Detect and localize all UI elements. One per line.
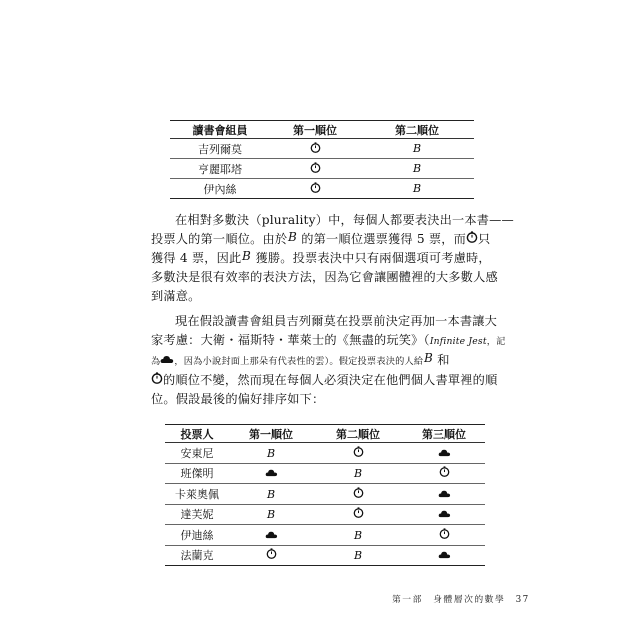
text-line	[151, 351, 487, 371]
col-header-first: 第一順位	[293, 123, 337, 137]
book-club-vote-table	[170, 120, 474, 199]
table-row	[165, 504, 485, 525]
table-row	[170, 139, 474, 159]
timer-icon	[353, 446, 364, 460]
svg-text:B: B	[242, 249, 252, 262]
timer-icon	[353, 507, 364, 521]
b-book-icon	[423, 351, 437, 370]
text-fragment: 獲勝。投票表決中只有兩個選項可考慮時，	[255, 251, 491, 265]
second-choice-cell	[360, 179, 474, 199]
text-line: 在相對多數決（plurality）中，每個人都要表決出一本書——	[175, 213, 514, 227]
second-choice-cell	[313, 443, 403, 464]
b-book-icon: B	[412, 182, 422, 196]
text-fragment: 只	[478, 232, 491, 246]
b-book-icon: B	[266, 487, 276, 501]
member-name: 吉列爾莫	[198, 142, 242, 156]
table-row	[165, 545, 485, 566]
timer-icon	[466, 230, 478, 249]
table-row	[170, 179, 474, 199]
col-header-member: 讀書會組員	[192, 123, 248, 137]
timer-icon	[353, 487, 364, 501]
text-fragment: 的順位不變，然而現在每個人必須決定在他們個人書單裡的順	[163, 373, 498, 387]
text-fragment: 和	[437, 353, 450, 367]
cloud-icon	[265, 529, 278, 542]
timer-icon	[439, 466, 450, 480]
timer-icon	[266, 548, 277, 562]
text-line: 位。假設最後的偏好排序如下：	[151, 392, 325, 406]
first-choice-cell	[229, 545, 313, 566]
cloud-icon	[438, 549, 451, 562]
b-book-icon: B	[412, 162, 422, 176]
text-line	[151, 230, 491, 249]
second-choice-cell	[360, 159, 474, 179]
text-fragment: ，記	[486, 336, 506, 347]
first-choice-cell	[229, 463, 313, 484]
text-line	[151, 371, 498, 390]
text-line: 現在假設讀書會組員吉列爾莫在投票前決定再加一本書讓大	[175, 314, 498, 328]
cloud-icon	[265, 467, 278, 480]
third-choice-cell	[403, 484, 485, 505]
third-choice-cell	[403, 504, 485, 525]
text-line: 多數決是很有效率的表決方法，因為它會讓團體裡的大多數人感	[151, 270, 498, 284]
voter-name: 卡萊奧佩	[175, 487, 219, 501]
first-choice-cell	[270, 159, 360, 179]
timer-icon	[310, 182, 321, 196]
col-header-second: 第二順位	[336, 427, 380, 441]
b-book-icon: B	[266, 508, 276, 521]
third-choice-cell	[403, 443, 485, 464]
first-choice-cell	[229, 504, 313, 525]
timer-icon	[310, 142, 321, 156]
table-row	[165, 484, 485, 505]
b-book-icon	[287, 230, 301, 249]
voter-name: 伊迪絲	[180, 528, 214, 542]
first-choice-cell	[229, 443, 313, 464]
member-name: 伊內絲	[203, 182, 237, 196]
third-choice-cell	[403, 525, 485, 546]
timer-icon	[151, 371, 163, 390]
text-fragment: ，因為小說封面上那朵有代表性的雲）。假定投票表決的人給	[174, 356, 424, 367]
second-choice-cell	[313, 525, 403, 546]
col-header-third: 第三順位	[422, 427, 466, 441]
text-line: 到滿意。	[151, 289, 201, 303]
text-line	[151, 331, 506, 351]
first-choice-cell	[270, 179, 360, 199]
b-book-icon: B	[353, 467, 363, 480]
page-footer: 第一部 身體層次的數學 37	[392, 595, 530, 605]
second-choice-cell	[313, 504, 403, 525]
svg-text:B: B	[288, 230, 298, 243]
table-row	[165, 525, 485, 546]
second-choice-cell	[360, 139, 474, 159]
table-row	[165, 463, 485, 484]
b-book-icon	[241, 249, 255, 268]
table-header-row	[170, 121, 474, 139]
cloud-icon	[438, 508, 451, 521]
b-book-icon: B	[353, 528, 363, 542]
col-header-first: 第一順位	[249, 427, 293, 441]
cloud-icon	[160, 351, 174, 370]
table-row	[165, 443, 485, 464]
voter-preference-table	[165, 424, 485, 566]
second-choice-cell	[313, 463, 403, 484]
col-header-voter: 投票人	[180, 427, 214, 441]
timer-icon	[310, 162, 321, 176]
first-choice-cell	[270, 139, 360, 159]
text-fragment: 家考慮：大衛・福斯特・華萊士的《無盡的玩笑》（	[151, 333, 430, 347]
svg-text:B: B	[424, 351, 434, 364]
table-header-row	[165, 425, 485, 443]
text-fragment: 的第一順位選票獲得 5 票，而	[301, 232, 467, 246]
b-book-icon: B	[266, 446, 276, 460]
voter-name: 班傑明	[180, 467, 214, 481]
text-fragment: 為	[151, 356, 161, 367]
paragraph-new-book	[151, 312, 506, 409]
cloud-icon	[438, 447, 451, 460]
member-name: 亨麗耶塔	[198, 162, 242, 176]
third-choice-cell	[403, 545, 485, 566]
first-choice-cell	[229, 525, 313, 546]
second-choice-cell	[313, 545, 403, 566]
second-choice-cell	[313, 484, 403, 505]
text-line	[151, 249, 491, 268]
col-header-second: 第二順位	[395, 123, 439, 137]
voter-name: 安東尼	[180, 446, 214, 460]
b-book-icon: B	[353, 549, 363, 562]
table-row	[170, 159, 474, 179]
voter-name: 達芙妮	[180, 508, 214, 522]
third-choice-cell	[403, 463, 485, 484]
voter-name: 法蘭克	[180, 549, 214, 563]
text-fragment: 獲得 4 票，因此	[151, 251, 242, 265]
book-title-italic: Infinite Jest	[429, 336, 487, 347]
text-fragment: 投票人的第一順位。由於	[151, 232, 288, 246]
timer-icon	[439, 528, 450, 542]
first-choice-cell	[229, 484, 313, 505]
cloud-icon	[438, 488, 451, 501]
paragraph-plurality	[151, 211, 514, 306]
b-book-icon: B	[412, 142, 422, 156]
